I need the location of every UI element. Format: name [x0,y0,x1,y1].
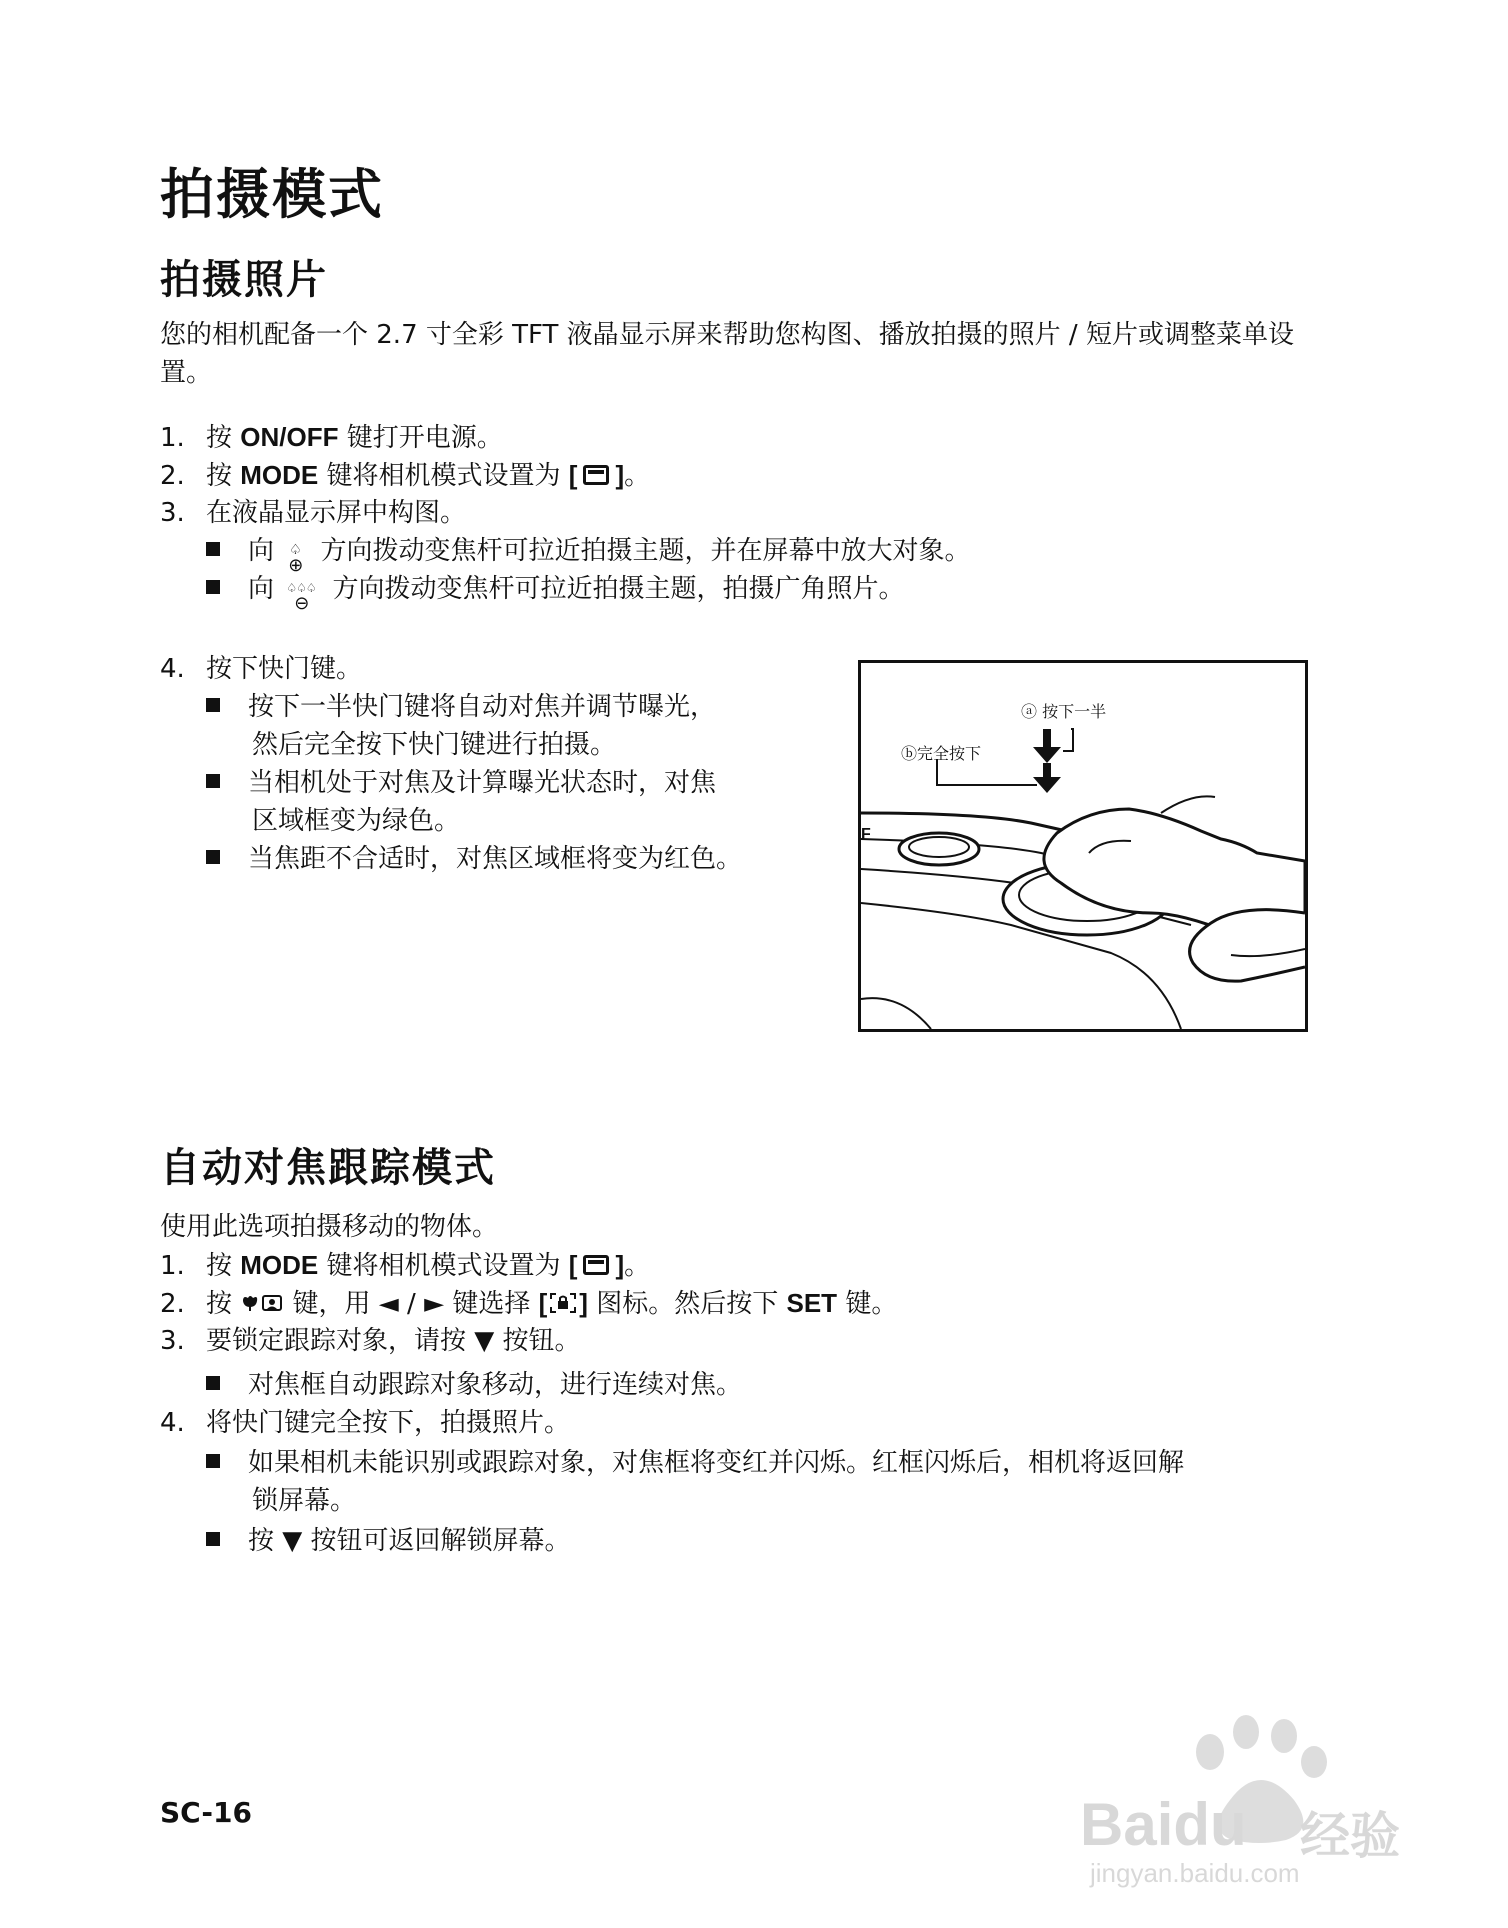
list-subitem: 对焦框自动跟踪对象移动，进行连续对焦。 [206,1366,742,1404]
list-item: 2. 按 键，用 ◄ / ► 键选择 [ ] 图标。然后按下 SET 键。 [160,1288,898,1319]
section-intro-tracking: 使用此选项拍摄移动的物体。 [160,1212,499,1242]
list-item: 1. 按 MODE 键将相机模式设置为 [ ]。 [160,1250,651,1281]
bullet-icon [206,1532,220,1546]
page-number: SC-16 [160,1796,252,1829]
bullet-icon [206,774,220,788]
label-full-press: ⓑ完全按下 [901,744,982,763]
list-subitem-continuation: 然后完全按下快门键进行拍摄。 [252,730,617,760]
list-subitem: 按 ▼ 按钮可返回解锁屏幕。 [206,1522,571,1560]
section-heading-tracking: 自动对焦跟踪模式 [160,1145,496,1191]
baidu-watermark [1080,1690,1440,1890]
zoom-tele-icon: ♤ ⊕ [288,541,304,576]
zoom-wide-icon: ♤♤♤ ⊖ [286,580,316,614]
list-item: 2. 按 MODE 键将相机模式设置为 [ ]。 [160,460,651,491]
bullet-icon [206,698,220,712]
label-half-press: ⓐ 按下一半 [1021,702,1107,721]
camera-mode-icon [583,1255,609,1275]
shutter-illustration [858,660,1308,1032]
bullet-icon [206,580,220,594]
section-intro-photo: 您的相机配备一个 2.7 寸全彩 TFT 液晶显示屏来帮助您构图、播放拍摄的照片 / 短片或调整菜单设置。 [160,320,1294,388]
section-heading-photo: 拍摄照片 [160,257,328,303]
camera-mode-icon [583,465,609,485]
list-subitem: 向 ♤♤♤ ⊖ 方向拨动变焦杆可拉近拍摄主题，拍摄广角照片。 [206,570,905,609]
list-item: 3. 在液晶显示屏中构图。 [160,498,467,528]
down-arrow-icon: ▼ [474,1326,495,1356]
tracking-focus-icon [549,1292,577,1314]
list-item: 1. 按 ON/OFF 键打开电源。 [160,422,503,453]
page-title: 拍摄模式 [160,163,384,226]
down-arrow-icon: ▼ [282,1526,303,1556]
list-subitem: 当焦距不合适时，对焦区域框将变为红色。 [206,840,742,878]
watermark-url: jingyan.baidu.com [1090,1858,1300,1888]
list-subitem: 当相机处于对焦及计算曝光状态时，对焦 [206,764,716,802]
bullet-icon [206,542,220,556]
list-item: 4. 将快门键完全按下，拍摄照片。 [160,1408,571,1438]
bullet-icon [206,1454,220,1468]
list-subitem: 如果相机未能识别或跟踪对象，对焦框将变红并闪烁。红框闪烁后，相机将返回解 [206,1444,1184,1482]
list-item: 3. 要锁定跟踪对象，请按 ▼ 按钮。 [160,1326,581,1356]
list-subitem: 按下一半快门键将自动对焦并调节曝光， [206,688,716,726]
bullet-icon [206,850,220,864]
watermark-product: 经验 [1300,1807,1400,1865]
list-subitem: 向 ♤ ⊕ 方向拨动变焦杆可拉近拍摄主题，并在屏幕中放大对象。 [206,532,971,571]
list-subitem-continuation: 锁屏幕。 [252,1486,357,1516]
list-item: 4. 按下快门键。 [160,654,363,684]
bullet-icon [206,1376,220,1390]
svg-text:F: F [861,826,871,843]
watermark-brand: Baidu [1080,1791,1247,1858]
macro-face-icon [240,1293,284,1313]
list-subitem-continuation: 区域框变为绿色。 [252,806,461,836]
